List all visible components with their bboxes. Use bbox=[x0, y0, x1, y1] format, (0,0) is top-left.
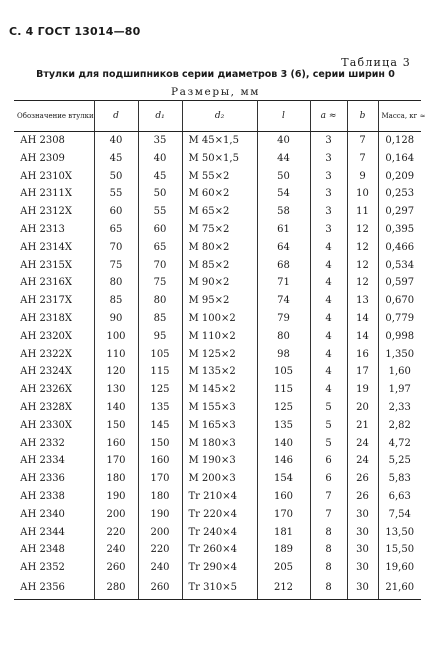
cell-designation: АН 2320Х bbox=[14, 328, 94, 346]
cell-d2: Tr 260×4 bbox=[182, 541, 257, 559]
cell-d: 240 bbox=[94, 541, 138, 559]
cell-mass: 5,25 bbox=[378, 452, 421, 470]
cell-a: 3 bbox=[310, 132, 347, 150]
dimensions-table bbox=[14, 100, 426, 600]
table-subcaption: Размеры, мм bbox=[170, 86, 261, 98]
cell-d: 260 bbox=[94, 559, 138, 577]
cell-mass: 0,779 bbox=[378, 310, 421, 328]
cell-d: 110 bbox=[94, 346, 138, 364]
cell-d2: М 65×2 bbox=[182, 203, 257, 221]
cell-mass: 0,466 bbox=[378, 239, 421, 257]
cell-a: 4 bbox=[310, 239, 347, 257]
cell-d1: 40 bbox=[138, 150, 182, 168]
cell-d1: 85 bbox=[138, 310, 182, 328]
cell-a: 7 bbox=[310, 506, 347, 524]
cell-mass: 0,297 bbox=[378, 203, 421, 221]
cell-a: 4 bbox=[310, 310, 347, 328]
cell-d: 85 bbox=[94, 292, 138, 310]
header-b: b bbox=[347, 101, 378, 132]
cell-l: 44 bbox=[257, 150, 310, 168]
cell-designation: АН 2330Х bbox=[14, 417, 94, 435]
cell-b: 20 bbox=[347, 399, 378, 417]
header-d2: d₂ bbox=[182, 101, 257, 132]
cell-designation: АН 2336 bbox=[14, 470, 94, 488]
cell-designation: АН 2324Х bbox=[14, 363, 94, 381]
table-row bbox=[14, 399, 421, 417]
cell-l: 80 bbox=[257, 328, 310, 346]
cell-l: 105 bbox=[257, 363, 310, 381]
cell-l: 115 bbox=[257, 381, 310, 399]
cell-l: 170 bbox=[257, 506, 310, 524]
cell-b: 14 bbox=[347, 310, 378, 328]
cell-designation: АН 2312Х bbox=[14, 203, 94, 221]
table-row bbox=[14, 328, 421, 346]
cell-d1: 60 bbox=[138, 221, 182, 239]
cell-d: 65 bbox=[94, 221, 138, 239]
cell-d1: 220 bbox=[138, 541, 182, 559]
cell-mass: 6,63 bbox=[378, 488, 421, 506]
table-row bbox=[14, 274, 421, 292]
cell-d1: 125 bbox=[138, 381, 182, 399]
cell-d2: М 180×3 bbox=[182, 435, 257, 453]
cell-mass: 19,60 bbox=[378, 559, 421, 577]
cell-d2: М 135×2 bbox=[182, 363, 257, 381]
cell-d1: 240 bbox=[138, 559, 182, 577]
table-row bbox=[14, 488, 421, 506]
cell-d2: М 90×2 bbox=[182, 274, 257, 292]
cell-b: 12 bbox=[347, 221, 378, 239]
cell-mass: 0,164 bbox=[378, 150, 421, 168]
table-row bbox=[14, 524, 421, 542]
table-row bbox=[14, 506, 421, 524]
cell-mass: 0,395 bbox=[378, 221, 421, 239]
cell-b: 19 bbox=[347, 381, 378, 399]
cell-designation: АН 2315Х bbox=[14, 257, 94, 275]
cell-a: 4 bbox=[310, 257, 347, 275]
table-row bbox=[14, 132, 421, 150]
cell-d1: 180 bbox=[138, 488, 182, 506]
table-row bbox=[14, 417, 421, 435]
cell-l: 135 bbox=[257, 417, 310, 435]
cell-d: 70 bbox=[94, 239, 138, 257]
cell-a: 3 bbox=[310, 185, 347, 203]
cell-mass: 0,597 bbox=[378, 274, 421, 292]
header-l: l bbox=[257, 101, 310, 132]
cell-b: 16 bbox=[347, 346, 378, 364]
table-row bbox=[14, 150, 421, 168]
cell-a: 6 bbox=[310, 470, 347, 488]
cell-d: 130 bbox=[94, 381, 138, 399]
table-row bbox=[14, 363, 421, 381]
table-row bbox=[14, 435, 421, 453]
cell-d: 100 bbox=[94, 328, 138, 346]
cell-mass: 1,60 bbox=[378, 363, 421, 381]
cell-d2: М 200×3 bbox=[182, 470, 257, 488]
cell-b: 30 bbox=[347, 541, 378, 559]
cell-d: 160 bbox=[94, 435, 138, 453]
header-d: d bbox=[94, 101, 138, 132]
cell-a: 6 bbox=[310, 452, 347, 470]
cell-d: 220 bbox=[94, 524, 138, 542]
table-row bbox=[14, 381, 421, 399]
cell-d1: 170 bbox=[138, 470, 182, 488]
cell-b: 30 bbox=[347, 506, 378, 524]
cell-d: 60 bbox=[94, 203, 138, 221]
cell-designation: АН 2311Х bbox=[14, 185, 94, 203]
table-row bbox=[14, 577, 421, 600]
cell-d1: 55 bbox=[138, 203, 182, 221]
cell-designation: АН 2308 bbox=[14, 132, 94, 150]
table-row bbox=[14, 310, 421, 328]
header-designation: Обозначение втулки bbox=[14, 101, 94, 132]
cell-d1: 145 bbox=[138, 417, 182, 435]
table-row bbox=[14, 239, 421, 257]
cell-designation: АН 2314Х bbox=[14, 239, 94, 257]
cell-d2: М 55×2 bbox=[182, 168, 257, 186]
cell-a: 5 bbox=[310, 399, 347, 417]
cell-l: 189 bbox=[257, 541, 310, 559]
cell-d1: 35 bbox=[138, 132, 182, 150]
cell-a: 4 bbox=[310, 363, 347, 381]
table-row bbox=[14, 257, 421, 275]
cell-mass: 2,82 bbox=[378, 417, 421, 435]
cell-d: 190 bbox=[94, 488, 138, 506]
cell-d2: М 80×2 bbox=[182, 239, 257, 257]
cell-d: 90 bbox=[94, 310, 138, 328]
cell-a: 4 bbox=[310, 381, 347, 399]
cell-d2: М 145×2 bbox=[182, 381, 257, 399]
cell-a: 4 bbox=[310, 346, 347, 364]
cell-l: 146 bbox=[257, 452, 310, 470]
cell-mass: 4,72 bbox=[378, 435, 421, 453]
cell-b: 26 bbox=[347, 470, 378, 488]
cell-d2: Tr 310×5 bbox=[182, 577, 257, 600]
cell-d1: 190 bbox=[138, 506, 182, 524]
cell-l: 181 bbox=[257, 524, 310, 542]
cell-d: 200 bbox=[94, 506, 138, 524]
cell-designation: АН 2316Х bbox=[14, 274, 94, 292]
cell-d2: М 50×1,5 bbox=[182, 150, 257, 168]
table-row bbox=[14, 452, 421, 470]
cell-mass: 0,253 bbox=[378, 185, 421, 203]
cell-b: 12 bbox=[347, 274, 378, 292]
cell-a: 8 bbox=[310, 559, 347, 577]
cell-b: 9 bbox=[347, 168, 378, 186]
cell-designation: АН 2340 bbox=[14, 506, 94, 524]
cell-mass: 0,670 bbox=[378, 292, 421, 310]
cell-d: 280 bbox=[94, 577, 138, 600]
cell-l: 68 bbox=[257, 257, 310, 275]
cell-mass: 1,350 bbox=[378, 346, 421, 364]
cell-d2: М 45×1,5 bbox=[182, 132, 257, 150]
cell-designation: АН 2332 bbox=[14, 435, 94, 453]
cell-d: 140 bbox=[94, 399, 138, 417]
cell-l: 205 bbox=[257, 559, 310, 577]
cell-b: 30 bbox=[347, 559, 378, 577]
cell-designation: АН 2348 bbox=[14, 541, 94, 559]
cell-d: 180 bbox=[94, 470, 138, 488]
cell-designation: АН 2313 bbox=[14, 221, 94, 239]
cell-d: 75 bbox=[94, 257, 138, 275]
cell-a: 5 bbox=[310, 417, 347, 435]
cell-d1: 160 bbox=[138, 452, 182, 470]
cell-d1: 115 bbox=[138, 363, 182, 381]
cell-b: 26 bbox=[347, 488, 378, 506]
cell-d: 50 bbox=[94, 168, 138, 186]
cell-b: 12 bbox=[347, 257, 378, 275]
cell-d1: 150 bbox=[138, 435, 182, 453]
cell-b: 7 bbox=[347, 132, 378, 150]
cell-d: 120 bbox=[94, 363, 138, 381]
table-row bbox=[14, 470, 421, 488]
cell-l: 61 bbox=[257, 221, 310, 239]
cell-d2: М 110×2 bbox=[182, 328, 257, 346]
cell-d1: 95 bbox=[138, 328, 182, 346]
cell-d2: М 100×2 bbox=[182, 310, 257, 328]
cell-d: 55 bbox=[94, 185, 138, 203]
cell-d1: 200 bbox=[138, 524, 182, 542]
cell-d1: 75 bbox=[138, 274, 182, 292]
cell-l: 98 bbox=[257, 346, 310, 364]
cell-d: 150 bbox=[94, 417, 138, 435]
cell-b: 7 bbox=[347, 150, 378, 168]
cell-mass: 2,33 bbox=[378, 399, 421, 417]
cell-l: 64 bbox=[257, 239, 310, 257]
cell-d1: 260 bbox=[138, 577, 182, 600]
cell-mass: 1,97 bbox=[378, 381, 421, 399]
cell-designation: АН 2317Х bbox=[14, 292, 94, 310]
cell-a: 3 bbox=[310, 221, 347, 239]
cell-d1: 135 bbox=[138, 399, 182, 417]
cell-d2: Tr 210×4 bbox=[182, 488, 257, 506]
cell-d1: 70 bbox=[138, 257, 182, 275]
cell-mass: 0,534 bbox=[378, 257, 421, 275]
cell-a: 3 bbox=[310, 150, 347, 168]
cell-d2: М 190×3 bbox=[182, 452, 257, 470]
cell-l: 40 bbox=[257, 132, 310, 150]
cell-designation: АН 2344 bbox=[14, 524, 94, 542]
cell-d2: М 75×2 bbox=[182, 221, 257, 239]
table-row bbox=[14, 221, 421, 239]
cell-d2: М 95×2 bbox=[182, 292, 257, 310]
cell-designation: АН 2309 bbox=[14, 150, 94, 168]
cell-d1: 105 bbox=[138, 346, 182, 364]
cell-b: 12 bbox=[347, 239, 378, 257]
cell-d1: 80 bbox=[138, 292, 182, 310]
table-row bbox=[14, 292, 421, 310]
cell-l: 58 bbox=[257, 203, 310, 221]
cell-mass: 13,50 bbox=[378, 524, 421, 542]
cell-d2: М 165×3 bbox=[182, 417, 257, 435]
cell-d2: М 60×2 bbox=[182, 185, 257, 203]
cell-d2: Tr 240×4 bbox=[182, 524, 257, 542]
cell-mass: 15,50 bbox=[378, 541, 421, 559]
cell-designation: АН 2338 bbox=[14, 488, 94, 506]
cell-mass: 21,60 bbox=[378, 577, 421, 600]
cell-designation: АН 2328Х bbox=[14, 399, 94, 417]
cell-l: 54 bbox=[257, 185, 310, 203]
cell-d: 45 bbox=[94, 150, 138, 168]
cell-l: 125 bbox=[257, 399, 310, 417]
cell-b: 24 bbox=[347, 435, 378, 453]
cell-d2: М 155×3 bbox=[182, 399, 257, 417]
cell-mass: 0,128 bbox=[378, 132, 421, 150]
cell-a: 5 bbox=[310, 435, 347, 453]
cell-d2: М 125×2 bbox=[182, 346, 257, 364]
cell-d2: Tr 290×4 bbox=[182, 559, 257, 577]
cell-l: 50 bbox=[257, 168, 310, 186]
cell-designation: АН 2326Х bbox=[14, 381, 94, 399]
page-header: С. 4 ГОСТ 13014—80 bbox=[9, 25, 141, 38]
table-row bbox=[14, 185, 421, 203]
cell-l: 160 bbox=[257, 488, 310, 506]
table-caption: Втулки для подшипников серии диаметров 3 (6), серии ширин 0 bbox=[36, 69, 395, 80]
cell-d2: Tr 220×4 bbox=[182, 506, 257, 524]
cell-designation: АН 2322Х bbox=[14, 346, 94, 364]
cell-mass: 0,998 bbox=[378, 328, 421, 346]
cell-a: 4 bbox=[310, 292, 347, 310]
header-mass: Масса, кг ≈ bbox=[378, 101, 421, 132]
cell-a: 7 bbox=[310, 488, 347, 506]
cell-b: 24 bbox=[347, 452, 378, 470]
cell-designation: АН 2334 bbox=[14, 452, 94, 470]
cell-b: 14 bbox=[347, 328, 378, 346]
cell-b: 10 bbox=[347, 185, 378, 203]
cell-a: 8 bbox=[310, 541, 347, 559]
cell-l: 74 bbox=[257, 292, 310, 310]
cell-l: 212 bbox=[257, 577, 310, 600]
cell-d2: М 85×2 bbox=[182, 257, 257, 275]
cell-l: 79 bbox=[257, 310, 310, 328]
table-row bbox=[14, 346, 421, 364]
table-row bbox=[14, 203, 421, 221]
cell-a: 4 bbox=[310, 274, 347, 292]
table-row bbox=[14, 541, 421, 559]
cell-designation: АН 2352 bbox=[14, 559, 94, 577]
cell-b: 11 bbox=[347, 203, 378, 221]
cell-a: 8 bbox=[310, 577, 347, 600]
cell-a: 4 bbox=[310, 328, 347, 346]
cell-d: 40 bbox=[94, 132, 138, 150]
cell-a: 3 bbox=[310, 168, 347, 186]
cell-designation: АН 2318Х bbox=[14, 310, 94, 328]
cell-d: 170 bbox=[94, 452, 138, 470]
table-row bbox=[14, 559, 421, 577]
cell-l: 154 bbox=[257, 470, 310, 488]
header-a: a ≈ bbox=[310, 101, 347, 132]
table-number: Таблица 3 bbox=[341, 56, 411, 69]
cell-b: 30 bbox=[347, 524, 378, 542]
cell-mass: 0,209 bbox=[378, 168, 421, 186]
table-row bbox=[14, 168, 421, 186]
table-header-row bbox=[14, 101, 421, 132]
cell-d1: 65 bbox=[138, 239, 182, 257]
cell-a: 3 bbox=[310, 203, 347, 221]
cell-b: 17 bbox=[347, 363, 378, 381]
cell-b: 21 bbox=[347, 417, 378, 435]
cell-b: 30 bbox=[347, 577, 378, 600]
cell-l: 71 bbox=[257, 274, 310, 292]
cell-a: 8 bbox=[310, 524, 347, 542]
cell-designation: АН 2310Х bbox=[14, 168, 94, 186]
cell-mass: 5,83 bbox=[378, 470, 421, 488]
cell-mass: 7,54 bbox=[378, 506, 421, 524]
cell-designation: АН 2356 bbox=[14, 577, 94, 600]
cell-d: 80 bbox=[94, 274, 138, 292]
cell-l: 140 bbox=[257, 435, 310, 453]
header-d1: d₁ bbox=[138, 101, 182, 132]
cell-d1: 45 bbox=[138, 168, 182, 186]
cell-b: 13 bbox=[347, 292, 378, 310]
cell-d1: 50 bbox=[138, 185, 182, 203]
